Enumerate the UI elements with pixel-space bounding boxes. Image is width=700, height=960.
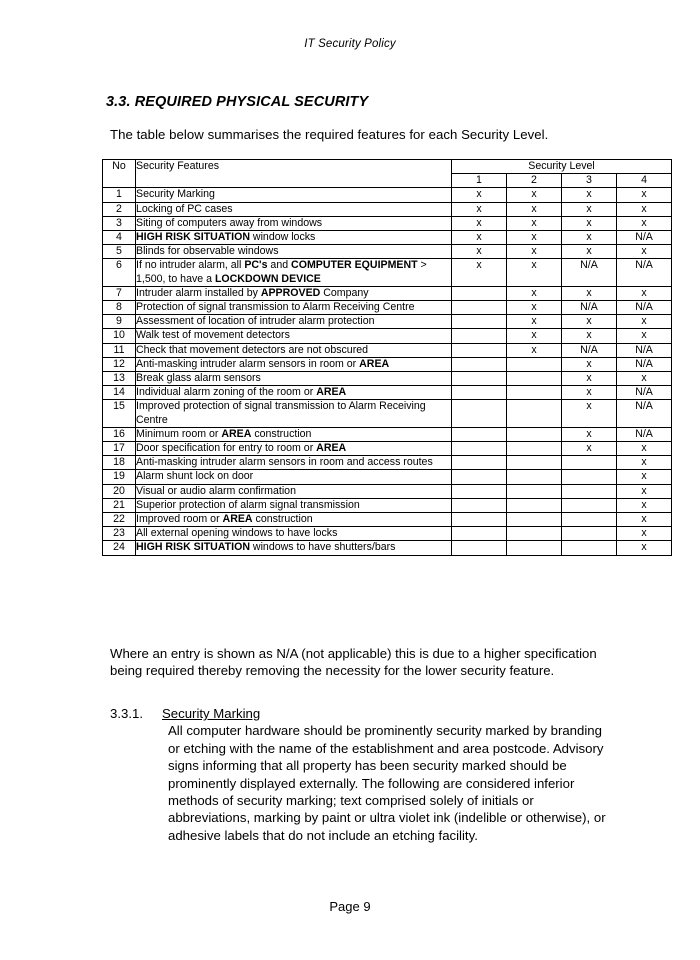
security-feature-description: Alarm shunt lock on door <box>136 470 452 484</box>
column-header-security-features: Security Features <box>136 160 452 188</box>
table-header-row-1 <box>103 160 672 174</box>
level-3-cell: x <box>562 216 617 230</box>
level-4-cell: N/A <box>617 400 672 427</box>
column-header-level-4: 4 <box>617 174 672 188</box>
row-number: 16 <box>103 427 136 441</box>
level-4-cell: x <box>617 188 672 202</box>
level-4-cell: x <box>617 329 672 343</box>
table-row <box>103 498 672 512</box>
table-row <box>103 484 672 498</box>
level-3-cell <box>562 541 617 555</box>
level-1-cell: x <box>452 188 507 202</box>
level-2-cell <box>507 357 562 371</box>
level-1-cell <box>452 286 507 300</box>
level-1-cell <box>452 357 507 371</box>
table-row <box>103 202 672 216</box>
table-row <box>103 259 672 286</box>
security-feature-description: Walk test of movement detectors <box>136 329 452 343</box>
table-row <box>103 231 672 245</box>
level-1-cell <box>452 400 507 427</box>
level-4-cell: N/A <box>617 427 672 441</box>
level-3-cell: x <box>562 357 617 371</box>
level-2-cell <box>507 442 562 456</box>
level-3-cell <box>562 513 617 527</box>
level-4-cell: x <box>617 527 672 541</box>
level-3-cell: x <box>562 245 617 259</box>
table-header <box>103 160 672 188</box>
level-3-cell: x <box>562 427 617 441</box>
level-2-cell: x <box>507 216 562 230</box>
security-feature-description: Blinds for observable windows <box>136 245 452 259</box>
level-2-cell: x <box>507 202 562 216</box>
level-1-cell <box>452 470 507 484</box>
level-1-cell <box>452 343 507 357</box>
level-1-cell <box>452 498 507 512</box>
security-feature-description: Visual or audio alarm confirmation <box>136 484 452 498</box>
level-1-cell <box>452 541 507 555</box>
level-4-cell: x <box>617 484 672 498</box>
level-1-cell: x <box>452 259 507 286</box>
security-feature-description: Improved protection of signal transmission to Alarm Receiving Centre <box>136 400 452 427</box>
subsection-body: All computer hardware should be prominently security marked by branding or etching with the name of the establishment and area postcode. Advisory signs informing that all property has been security marked should be prominently displayed externally. The following are considered inferior methods of security marking; text comprised solely of initials or abbreviations, marking by paint or ultra violet ink (indelible or otherwise), or adhesive labels that do not include an etching facility. <box>168 723 606 843</box>
table-row <box>103 329 672 343</box>
level-1-cell <box>452 442 507 456</box>
table-row <box>103 188 672 202</box>
level-4-cell: x <box>617 216 672 230</box>
level-4-cell: N/A <box>617 343 672 357</box>
level-1-cell <box>452 372 507 386</box>
row-number: 14 <box>103 386 136 400</box>
level-2-cell: x <box>507 315 562 329</box>
row-number: 5 <box>103 245 136 259</box>
level-4-cell: x <box>617 442 672 456</box>
level-3-cell: x <box>562 315 617 329</box>
security-feature-description: HIGH RISK SITUATION window locks <box>136 231 452 245</box>
level-4-cell: x <box>617 372 672 386</box>
security-feature-description: Superior protection of alarm signal transmission <box>136 498 452 512</box>
level-4-cell: x <box>617 315 672 329</box>
security-feature-description: Improved room or AREA construction <box>136 513 452 527</box>
level-4-cell: N/A <box>617 301 672 315</box>
security-feature-description: Break glass alarm sensors <box>136 372 452 386</box>
table-row <box>103 372 672 386</box>
column-header-no: No <box>103 160 136 188</box>
table-row <box>103 442 672 456</box>
table-row <box>103 541 672 555</box>
level-1-cell <box>452 386 507 400</box>
column-header-level-2: 2 <box>507 174 562 188</box>
security-feature-description: Intruder alarm installed by APPROVED Company <box>136 286 452 300</box>
level-1-cell <box>452 315 507 329</box>
security-feature-description: If no intruder alarm, all PC's and COMPUTER EQUIPMENT > 1,500, to have a LOCKDOWN DEVICE <box>136 259 452 286</box>
level-3-cell: N/A <box>562 259 617 286</box>
level-3-cell <box>562 527 617 541</box>
level-4-cell: x <box>617 202 672 216</box>
level-2-cell <box>507 372 562 386</box>
level-4-cell: x <box>617 456 672 470</box>
table-row <box>103 513 672 527</box>
level-1-cell <box>452 456 507 470</box>
row-number: 18 <box>103 456 136 470</box>
level-3-cell <box>562 498 617 512</box>
security-level-table-wrap <box>102 159 671 556</box>
level-1-cell <box>452 301 507 315</box>
level-3-cell: x <box>562 286 617 300</box>
level-4-cell: x <box>617 470 672 484</box>
row-number: 7 <box>103 286 136 300</box>
table-row <box>103 315 672 329</box>
row-number: 2 <box>103 202 136 216</box>
security-feature-description: All external opening windows to have locks <box>136 527 452 541</box>
row-number: 9 <box>103 315 136 329</box>
na-explanation-paragraph: Where an entry is shown as N/A (not applicable) this is due to a higher specification being required thereby removing the necessity for the lower security feature. <box>110 646 597 679</box>
row-number: 24 <box>103 541 136 555</box>
level-3-cell: x <box>562 188 617 202</box>
level-2-cell <box>507 484 562 498</box>
row-number: 8 <box>103 301 136 315</box>
level-3-cell: x <box>562 400 617 427</box>
subsection-security-marking <box>110 705 610 844</box>
row-number: 15 <box>103 400 136 427</box>
table-row <box>103 245 672 259</box>
running-header: IT Security Policy <box>304 38 396 50</box>
table-row <box>103 343 672 357</box>
level-1-cell: x <box>452 216 507 230</box>
level-3-cell: x <box>562 202 617 216</box>
level-2-cell <box>507 427 562 441</box>
level-1-cell <box>452 427 507 441</box>
security-feature-description: Minimum room or AREA construction <box>136 427 452 441</box>
row-number: 23 <box>103 527 136 541</box>
table-row <box>103 386 672 400</box>
level-3-cell: x <box>562 231 617 245</box>
level-2-cell: x <box>507 245 562 259</box>
level-3-cell <box>562 456 617 470</box>
column-header-level-1: 1 <box>452 174 507 188</box>
level-2-cell: x <box>507 286 562 300</box>
page-footer: Page 9 <box>329 899 371 914</box>
subsection-number: 3.3.1. <box>110 706 143 721</box>
security-level-table <box>102 159 672 556</box>
level-2-cell: x <box>507 329 562 343</box>
level-1-cell: x <box>452 231 507 245</box>
level-4-cell: N/A <box>617 259 672 286</box>
table-row <box>103 301 672 315</box>
table-row <box>103 357 672 371</box>
level-1-cell <box>452 484 507 498</box>
intro-paragraph: The table below summarises the required features for each Security Level. <box>110 127 549 142</box>
row-number: 22 <box>103 513 136 527</box>
row-number: 13 <box>103 372 136 386</box>
security-feature-description: Assessment of location of intruder alarm protection <box>136 315 452 329</box>
level-1-cell: x <box>452 202 507 216</box>
level-3-cell: N/A <box>562 301 617 315</box>
table-body <box>103 188 672 555</box>
table-row <box>103 400 672 427</box>
row-number: 21 <box>103 498 136 512</box>
subsection-title: Security Marking <box>162 706 261 721</box>
level-1-cell <box>452 527 507 541</box>
security-feature-description: Door specification for entry to room or AREA <box>136 442 452 456</box>
level-2-cell <box>507 527 562 541</box>
table-row <box>103 216 672 230</box>
security-feature-description: HIGH RISK SITUATION windows to have shutters/bars <box>136 541 452 555</box>
level-1-cell <box>452 513 507 527</box>
row-number: 19 <box>103 470 136 484</box>
table-row <box>103 470 672 484</box>
security-feature-description: Check that movement detectors are not obscured <box>136 343 452 357</box>
level-2-cell: x <box>507 259 562 286</box>
level-3-cell: x <box>562 329 617 343</box>
table-row <box>103 527 672 541</box>
level-4-cell: x <box>617 498 672 512</box>
row-number: 10 <box>103 329 136 343</box>
row-number: 17 <box>103 442 136 456</box>
level-3-cell: x <box>562 372 617 386</box>
level-4-cell: N/A <box>617 357 672 371</box>
level-2-cell: x <box>507 188 562 202</box>
security-feature-description: Protection of signal transmission to Alarm Receiving Centre <box>136 301 452 315</box>
page-title: 3.3. REQUIRED PHYSICAL SECURITY <box>106 94 369 110</box>
level-3-cell: N/A <box>562 343 617 357</box>
security-feature-description: Siting of computers away from windows <box>136 216 452 230</box>
row-number: 1 <box>103 188 136 202</box>
column-header-level-3: 3 <box>562 174 617 188</box>
row-number: 4 <box>103 231 136 245</box>
security-feature-description: Anti-masking intruder alarm sensors in room and access routes <box>136 456 452 470</box>
table-row <box>103 427 672 441</box>
level-4-cell: N/A <box>617 231 672 245</box>
level-3-cell: x <box>562 442 617 456</box>
table-row <box>103 286 672 300</box>
level-4-cell: x <box>617 286 672 300</box>
security-feature-description: Locking of PC cases <box>136 202 452 216</box>
level-2-cell <box>507 386 562 400</box>
level-2-cell <box>507 498 562 512</box>
security-feature-description: Anti-masking intruder alarm sensors in room or AREA <box>136 357 452 371</box>
level-4-cell: x <box>617 245 672 259</box>
column-group-header-security-level: Security Level <box>452 160 672 174</box>
subsection-heading <box>110 705 610 722</box>
level-2-cell: x <box>507 343 562 357</box>
security-feature-description: Security Marking <box>136 188 452 202</box>
level-2-cell <box>507 456 562 470</box>
security-feature-description: Individual alarm zoning of the room or AREA <box>136 386 452 400</box>
level-2-cell: x <box>507 231 562 245</box>
level-4-cell: x <box>617 513 672 527</box>
level-3-cell: x <box>562 386 617 400</box>
row-number: 12 <box>103 357 136 371</box>
table-row <box>103 456 672 470</box>
level-2-cell <box>507 541 562 555</box>
row-number: 11 <box>103 343 136 357</box>
level-4-cell: x <box>617 541 672 555</box>
row-number: 6 <box>103 259 136 286</box>
row-number: 3 <box>103 216 136 230</box>
level-2-cell <box>507 470 562 484</box>
level-2-cell: x <box>507 301 562 315</box>
level-3-cell <box>562 470 617 484</box>
level-4-cell: N/A <box>617 386 672 400</box>
level-2-cell <box>507 400 562 427</box>
level-1-cell <box>452 329 507 343</box>
level-2-cell <box>507 513 562 527</box>
level-1-cell: x <box>452 245 507 259</box>
level-3-cell <box>562 484 617 498</box>
row-number: 20 <box>103 484 136 498</box>
